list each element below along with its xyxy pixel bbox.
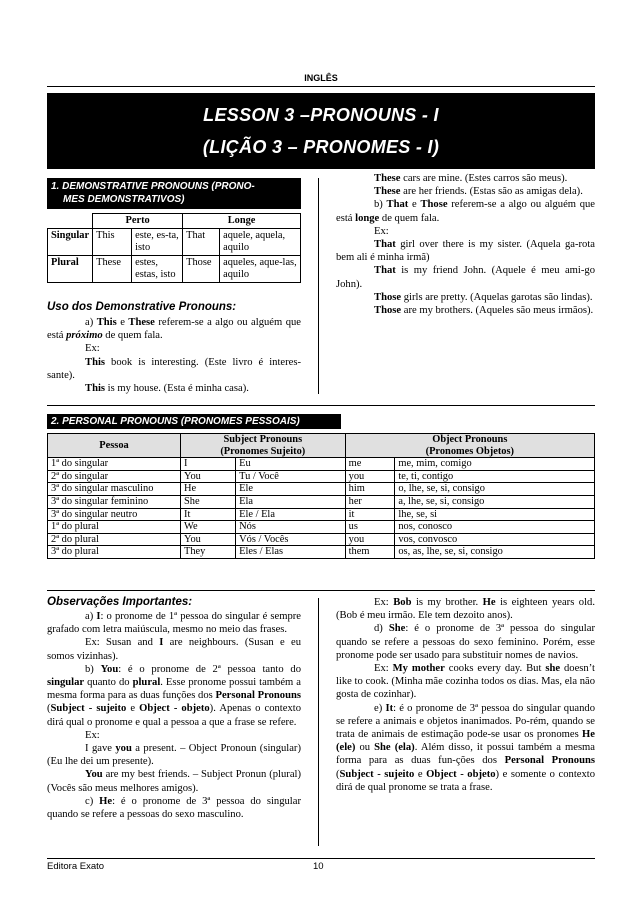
cell: aqueles, aque-las, aquilo [220,256,301,283]
table-cell: you [345,533,395,546]
usage-text-left [47,316,301,395]
text: are my brothers. (Aqueles são meus irmãos). [401,305,594,317]
table-cell: Eles / Elas [236,546,345,559]
table-row [48,508,595,521]
kw: plural [132,677,161,689]
table-row [48,483,595,496]
table-cell: nos, conosco [395,521,595,534]
usage-title: Uso dos Demonstrative Pronouns: [47,301,237,313]
column-divider [318,598,319,846]
kw: Personal Pronouns [504,755,595,767]
lesson-title: LESSON 3 –PRONOUNS - I [203,105,439,125]
text: ) e somente o contexto dirá de qual pronome se trata a frase. [336,768,595,793]
table-cell: Vós / Vocês [236,533,345,546]
cell: This [93,229,132,256]
text: e [408,199,421,211]
table-row [48,521,595,534]
kw: This [85,356,106,368]
table-cell: 3ª do singular masculino [48,483,181,496]
text: book is interesting. (Este livro é interes-sante). [47,356,301,381]
column-divider [318,178,319,394]
col-subject [181,434,346,458]
kw: Bob [393,597,412,608]
text: are neighbours. (Susan e eu somos vizinhas). [47,637,301,662]
table-cell: You [181,533,236,546]
text: (Pronomes Sujeito) [220,445,306,457]
section-1-title-a: DEMONSTRATIVE PRONOUNS (PRONO- [62,181,255,192]
kw: I [96,611,101,622]
kw: My mother [392,663,445,675]
kw: That [374,265,396,277]
observations-title: Observações Importantes: [47,596,193,608]
table-cell: It [181,508,236,521]
text: Ex: Susan and [85,637,160,649]
text: Ex: [374,663,393,675]
text: e) [374,702,386,714]
text: girls are pretty. (Aquelas garotas são lindas). [401,291,593,303]
kw: These [128,317,155,328]
text: cars are mine. (Estes carros são meus). [400,173,568,184]
kw: This [96,317,117,328]
kw: You [100,663,119,675]
table-cell: me [345,458,395,471]
text: : é o pronome de 3ª pessoa do singular quando se refere a pessoas do sexo feminino. Porém, esse pronome pode ser usado para substituir nomes de navios. [336,623,595,661]
row-label: Plural [48,256,93,283]
page-number: 10 [313,861,324,872]
table-row [48,470,595,483]
personal-pronouns-table [47,433,595,559]
text: ( [47,703,51,715]
text: ). Apenas o contexto dirá qual o pronome e qual a pessoa a que a frase se refere. [47,703,301,728]
section-rule [47,590,595,591]
text: : o pronome de 1ª pessoa do singular é sempre grafado com letra maiúscula, mesmo no meio das frases. [47,611,301,636]
table-cell: Ele / Ela [236,508,345,521]
kw: she [545,663,561,675]
text: . Além disso, it possui também a mesma forma para as duas fun-ções dos [336,742,596,767]
kw: singular [47,677,85,689]
table-cell: you [345,470,395,483]
kw: That [374,239,396,251]
text: b) [85,663,101,675]
table-cell: te, ti, contigo [395,470,595,483]
text: referem-se a algo ou alguém que está [47,317,301,342]
table-cell: Ele [236,483,345,496]
table-cell: Ela [236,495,345,508]
table-cell: me, mim, comigo [395,458,595,471]
table-cell: it [345,508,395,521]
table-cell: I [181,458,236,471]
kw: you [115,743,132,755]
table-cell: 3ª do singular neutro [48,508,181,521]
header-rule [47,86,595,87]
table-cell: She [181,495,236,508]
kw: She [388,623,406,635]
text: ou [355,742,375,754]
page-header-subject: INGLÊS [304,73,338,83]
table-cell: He [181,483,236,496]
table-cell: You [181,470,236,483]
text: is my friend John. (Aquele é meu ami-go John). [336,265,595,290]
text: . Esse pronome possui também a mesma forma para as duas funções dos [47,677,302,702]
kw: He (ele) [336,729,595,754]
section-2-heading: 2. PERSONAL PRONOUNS (PRONOMES PESSOAIS) [47,414,341,429]
cell: aquele, aquela, aquilo [220,229,301,256]
cell: Those [183,256,220,283]
text: a) [85,611,97,622]
text: Subject Pronouns [223,434,303,445]
table-row [48,546,595,559]
kw: These [374,186,401,198]
text: (Pronomes Objetos) [425,445,515,457]
text: b) [374,199,387,211]
col-perto: Perto [93,214,183,229]
text: is eighteen years old. (Bob é meu irmão. Ele tem dezoito anos). [336,597,595,622]
text: a) [85,317,97,328]
text: de quem fala. [379,212,440,224]
table-row [48,458,595,471]
table-cell: os, as, lhe, se, si, consigo [395,546,595,559]
kw: These [374,173,401,184]
lesson-title-banner [47,93,595,169]
ex-label: Ex: [85,729,100,741]
section-rule [47,405,595,406]
table-cell: Nós [236,521,345,534]
kw: Those [420,199,448,211]
text: de quem fala. [102,330,163,342]
table-cell: 2ª do singular [48,470,181,483]
table-cell: her [345,495,395,508]
table-cell: a, lhe, se, si, consigo [395,495,595,508]
table-cell: 3ª do plural [48,546,181,559]
table-cell: them [345,546,395,559]
kw: She (ela) [374,742,415,754]
cell: These [93,256,132,283]
cell: este, es-ta, isto [132,229,183,256]
kw: Object - objeto [426,768,496,780]
kw: próximo [66,330,103,342]
footer-rule [47,858,595,859]
table-row [48,256,301,283]
table-cell: lhe, se, si [395,508,595,521]
section-1-heading [47,178,301,209]
table-cell: 1ª do singular [48,458,181,471]
table-row [48,495,595,508]
ex-label: Ex: [85,343,100,355]
table-cell: 2ª do plural [48,533,181,546]
text: I gave [85,743,116,755]
table-row [48,533,595,546]
col-pessoa: Pessoa [48,434,181,458]
table-cell: us [345,521,395,534]
kw: It [385,702,394,714]
footer-publisher: Editora Exato [47,861,105,872]
text: : é o pronome de 2ª pessoa tanto do [118,663,301,675]
text: : é o pronome de 3ª pessoa do singular quando se refere a animais e objetos inanimados. Po-rém, quando se trata de animais de estimação pode-se usar os pronomes [336,702,595,741]
kw: Personal Pronouns [215,690,301,702]
cell: estes, estas, isto [132,256,183,283]
kw: He [99,795,113,807]
text: doesn’t like to cook. (Minha mãe cozinha todos os dias. Mas, ela não gosta de cozinhar). [336,663,595,701]
observations-left [47,610,301,821]
table-cell: him [345,483,395,496]
text: e [126,703,140,715]
observations-right [336,596,595,794]
text: e [414,768,427,780]
cell: That [183,229,220,256]
kw: Object - objeto [139,703,210,715]
text: d) [374,623,389,635]
text: is my house. (Esta é minha casa). [105,383,249,395]
section-1-number: 1. [51,181,60,192]
kw: I [159,637,164,649]
col-longe: Longe [183,214,301,229]
text: referem-se a algo ou alguém que está [336,199,596,224]
table-cell: They [181,546,236,559]
kw: Those [374,305,402,317]
text: Object Pronouns [432,434,508,445]
table-cell: We [181,521,236,534]
text: are her friends. (Estas são as amigas dela). [400,186,583,198]
text: Ex: [374,597,394,608]
kw: Subject - sujeito [50,703,127,715]
text: cooks every day. But [444,663,546,675]
table-cell: 1ª do plural [48,521,181,534]
row-label: Singular [48,229,93,256]
text: girl over there is my sister. (Aquela ga-rota bem ali é minha irmã) [336,239,595,264]
col-object [345,434,594,458]
text: c) [85,795,100,807]
text: e [116,317,129,328]
text: are my best friends. – Subject Pronun (plural) (Vocês são meus melhores amigos). [47,769,301,794]
kw: He [482,597,496,608]
kw: Those [374,291,402,303]
text: ( [336,768,340,780]
section-1-title-b: MES DEMONSTRATIVOS) [63,194,185,205]
kw: longe [355,212,380,224]
kw: That [386,199,409,211]
kw: Subject - sujeito [339,768,415,780]
text: : é o pronome de 3ª pessoa do singular quando se refere a pessoas do sexo masculino. [47,795,301,821]
usage-text-right [336,172,595,317]
text: quanto do [84,677,133,689]
text: a present. – Object Pronoun (singular) (Eu lhe dei um presente). [47,743,301,768]
ex-label: Ex: [374,225,389,237]
table-cell: 3ª do singular feminino [48,495,181,508]
demonstrative-table [47,213,301,283]
kw: You [85,769,103,781]
table-cell: Eu [236,458,345,471]
kw: This [85,383,106,395]
lesson-title-pt: (LIÇÃO 3 – PRONOMES - I) [202,137,440,157]
table-cell: vos, convosco [395,533,595,546]
table-row [48,229,301,256]
table-cell: o, lhe, se, si, consigo [395,483,595,496]
table-cell: Tu / Você [236,470,345,483]
text: is my brother. [411,597,483,608]
